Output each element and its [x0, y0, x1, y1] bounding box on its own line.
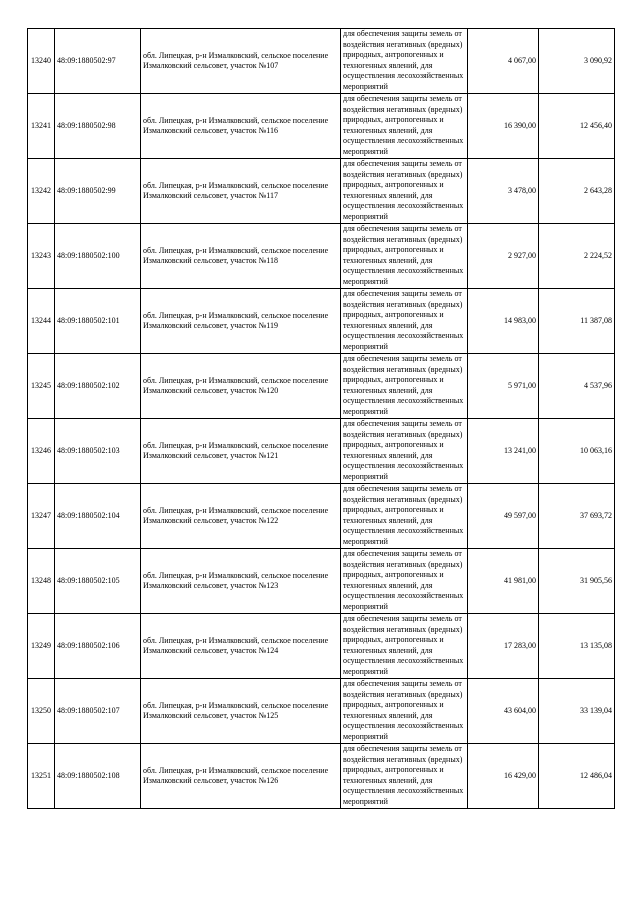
cadastral-number-cell: 48:09:1880502:103 [55, 419, 141, 484]
cadastral-value-cell: 2 643,28 [539, 159, 615, 224]
area-cell: 13 241,00 [468, 419, 539, 484]
row-number-cell: 13251 [28, 744, 55, 809]
permitted-use-text: для обеспечения защиты земель от воздействия негативных (вредных) природных, антропогенных и техногенных явлений, для осуществления лесохозяйственных мероприятий [343, 614, 464, 676]
land-registry-table [27, 28, 615, 809]
cadastral-number-cell: 48:09:1880502:102 [55, 354, 141, 419]
permitted-use-text: для обеспечения защиты земель от воздействия негативных (вредных) природных, антропогенных и техногенных явлений, для осуществления лесохозяйственных мероприятий [343, 419, 464, 481]
address-cell: обл. Липецкая, р-н Измалковский, сельское поселение Измалковский сельсовет, участок №122 [141, 484, 341, 549]
permitted-use-cell [341, 159, 468, 224]
area-cell: 5 971,00 [468, 354, 539, 419]
cadastral-number-cell: 48:09:1880502:97 [55, 29, 141, 94]
row-number-cell: 13247 [28, 484, 55, 549]
permitted-use-text: для обеспечения защиты земель от воздействия негативных (вредных) природных, антропогенных и техногенных явлений, для осуществления лесохозяйственных мероприятий [343, 224, 464, 286]
table-row [28, 419, 615, 484]
permitted-use-cell [341, 94, 468, 159]
permitted-use-text: для обеспечения защиты земель от воздействия негативных (вредных) природных, антропогенных и техногенных явлений, для осуществления лесохозяйственных мероприятий [343, 744, 464, 806]
row-number-cell: 13244 [28, 289, 55, 354]
cadastral-value-cell: 13 135,08 [539, 614, 615, 679]
cadastral-number-cell: 48:09:1880502:101 [55, 289, 141, 354]
row-number-cell: 13245 [28, 354, 55, 419]
row-number-cell: 13243 [28, 224, 55, 289]
permitted-use-text: для обеспечения защиты земель от воздействия негативных (вредных) природных, антропогенных и техногенных явлений, для осуществления лесохозяйственных мероприятий [343, 549, 464, 611]
cadastral-number-cell: 48:09:1880502:108 [55, 744, 141, 809]
area-cell: 3 478,00 [468, 159, 539, 224]
address-cell: обл. Липецкая, р-н Измалковский, сельское поселение Измалковский сельсовет, участок №125 [141, 679, 341, 744]
table-row [28, 679, 615, 744]
permitted-use-text: для обеспечения защиты земель от воздействия негативных (вредных) природных, антропогенных и техногенных явлений, для осуществления лесохозяйственных мероприятий [343, 159, 464, 221]
area-cell: 43 604,00 [468, 679, 539, 744]
address-cell: обл. Липецкая, р-н Измалковский, сельское поселение Измалковский сельсовет, участок №124 [141, 614, 341, 679]
area-cell: 16 390,00 [468, 94, 539, 159]
permitted-use-text: для обеспечения защиты земель от воздействия негативных (вредных) природных, антропогенных и техногенных явлений, для осуществления лесохозяйственных мероприятий [343, 289, 464, 351]
table-row [28, 744, 615, 809]
permitted-use-cell [341, 614, 468, 679]
cadastral-value-cell: 3 090,92 [539, 29, 615, 94]
cadastral-value-cell: 12 456,40 [539, 94, 615, 159]
permitted-use-cell [341, 549, 468, 614]
table-row [28, 484, 615, 549]
address-cell: обл. Липецкая, р-н Измалковский, сельское поселение Измалковский сельсовет, участок №119 [141, 289, 341, 354]
registry-body [28, 29, 615, 809]
cadastral-value-cell: 2 224,52 [539, 224, 615, 289]
cadastral-value-cell: 12 486,04 [539, 744, 615, 809]
cadastral-number-cell: 48:09:1880502:104 [55, 484, 141, 549]
permitted-use-cell [341, 354, 468, 419]
area-cell: 4 067,00 [468, 29, 539, 94]
cadastral-number-cell: 48:09:1880502:99 [55, 159, 141, 224]
cadastral-number-cell: 48:09:1880502:105 [55, 549, 141, 614]
cadastral-number-cell: 48:09:1880502:107 [55, 679, 141, 744]
cadastral-value-cell: 33 139,04 [539, 679, 615, 744]
row-number-cell: 13240 [28, 29, 55, 94]
area-cell: 2 927,00 [468, 224, 539, 289]
permitted-use-cell [341, 419, 468, 484]
address-cell: обл. Липецкая, р-н Измалковский, сельское поселение Измалковский сельсовет, участок №117 [141, 159, 341, 224]
table-row [28, 289, 615, 354]
permitted-use-text: для обеспечения защиты земель от воздействия негативных (вредных) природных, антропогенных и техногенных явлений, для осуществления лесохозяйственных мероприятий [343, 354, 464, 416]
row-number-cell: 13241 [28, 94, 55, 159]
area-cell: 14 983,00 [468, 289, 539, 354]
cadastral-value-cell: 10 063,16 [539, 419, 615, 484]
address-cell: обл. Липецкая, р-н Измалковский, сельское поселение Измалковский сельсовет, участок №118 [141, 224, 341, 289]
row-number-cell: 13242 [28, 159, 55, 224]
row-number-cell: 13250 [28, 679, 55, 744]
cadastral-value-cell: 11 387,08 [539, 289, 615, 354]
permitted-use-cell [341, 484, 468, 549]
permitted-use-cell [341, 744, 468, 809]
area-cell: 41 981,00 [468, 549, 539, 614]
cadastral-number-cell: 48:09:1880502:100 [55, 224, 141, 289]
permitted-use-text: для обеспечения защиты земель от воздействия негативных (вредных) природных, антропогенных и техногенных явлений, для осуществления лесохозяйственных мероприятий [343, 29, 464, 91]
table-row [28, 614, 615, 679]
permitted-use-cell [341, 224, 468, 289]
table-row [28, 94, 615, 159]
row-number-cell: 13248 [28, 549, 55, 614]
cadastral-value-cell: 37 693,72 [539, 484, 615, 549]
area-cell: 17 283,00 [468, 614, 539, 679]
permitted-use-cell [341, 679, 468, 744]
permitted-use-cell [341, 29, 468, 94]
row-number-cell: 13249 [28, 614, 55, 679]
address-cell: обл. Липецкая, р-н Измалковский, сельское поселение Измалковский сельсовет, участок №116 [141, 94, 341, 159]
table-row [28, 29, 615, 94]
table-row [28, 549, 615, 614]
area-cell: 16 429,00 [468, 744, 539, 809]
table-row [28, 159, 615, 224]
permitted-use-text: для обеспечения защиты земель от воздействия негативных (вредных) природных, антропогенных и техногенных явлений, для осуществления лесохозяйственных мероприятий [343, 484, 464, 546]
permitted-use-text: для обеспечения защиты земель от воздействия негативных (вредных) природных, антропогенных и техногенных явлений, для осуществления лесохозяйственных мероприятий [343, 94, 464, 156]
cadastral-number-cell: 48:09:1880502:106 [55, 614, 141, 679]
row-number-cell: 13246 [28, 419, 55, 484]
cadastral-value-cell: 31 905,56 [539, 549, 615, 614]
address-cell: обл. Липецкая, р-н Измалковский, сельское поселение Измалковский сельсовет, участок №123 [141, 549, 341, 614]
address-cell: обл. Липецкая, р-н Измалковский, сельское поселение Измалковский сельсовет, участок №120 [141, 354, 341, 419]
cadastral-value-cell: 4 537,96 [539, 354, 615, 419]
address-cell: обл. Липецкая, р-н Измалковский, сельское поселение Измалковский сельсовет, участок №107 [141, 29, 341, 94]
permitted-use-cell [341, 289, 468, 354]
table-row [28, 224, 615, 289]
permitted-use-text: для обеспечения защиты земель от воздействия негативных (вредных) природных, антропогенных и техногенных явлений, для осуществления лесохозяйственных мероприятий [343, 679, 464, 741]
cadastral-number-cell: 48:09:1880502:98 [55, 94, 141, 159]
address-cell: обл. Липецкая, р-н Измалковский, сельское поселение Измалковский сельсовет, участок №121 [141, 419, 341, 484]
table-row [28, 354, 615, 419]
address-cell: обл. Липецкая, р-н Измалковский, сельское поселение Измалковский сельсовет, участок №126 [141, 744, 341, 809]
area-cell: 49 597,00 [468, 484, 539, 549]
